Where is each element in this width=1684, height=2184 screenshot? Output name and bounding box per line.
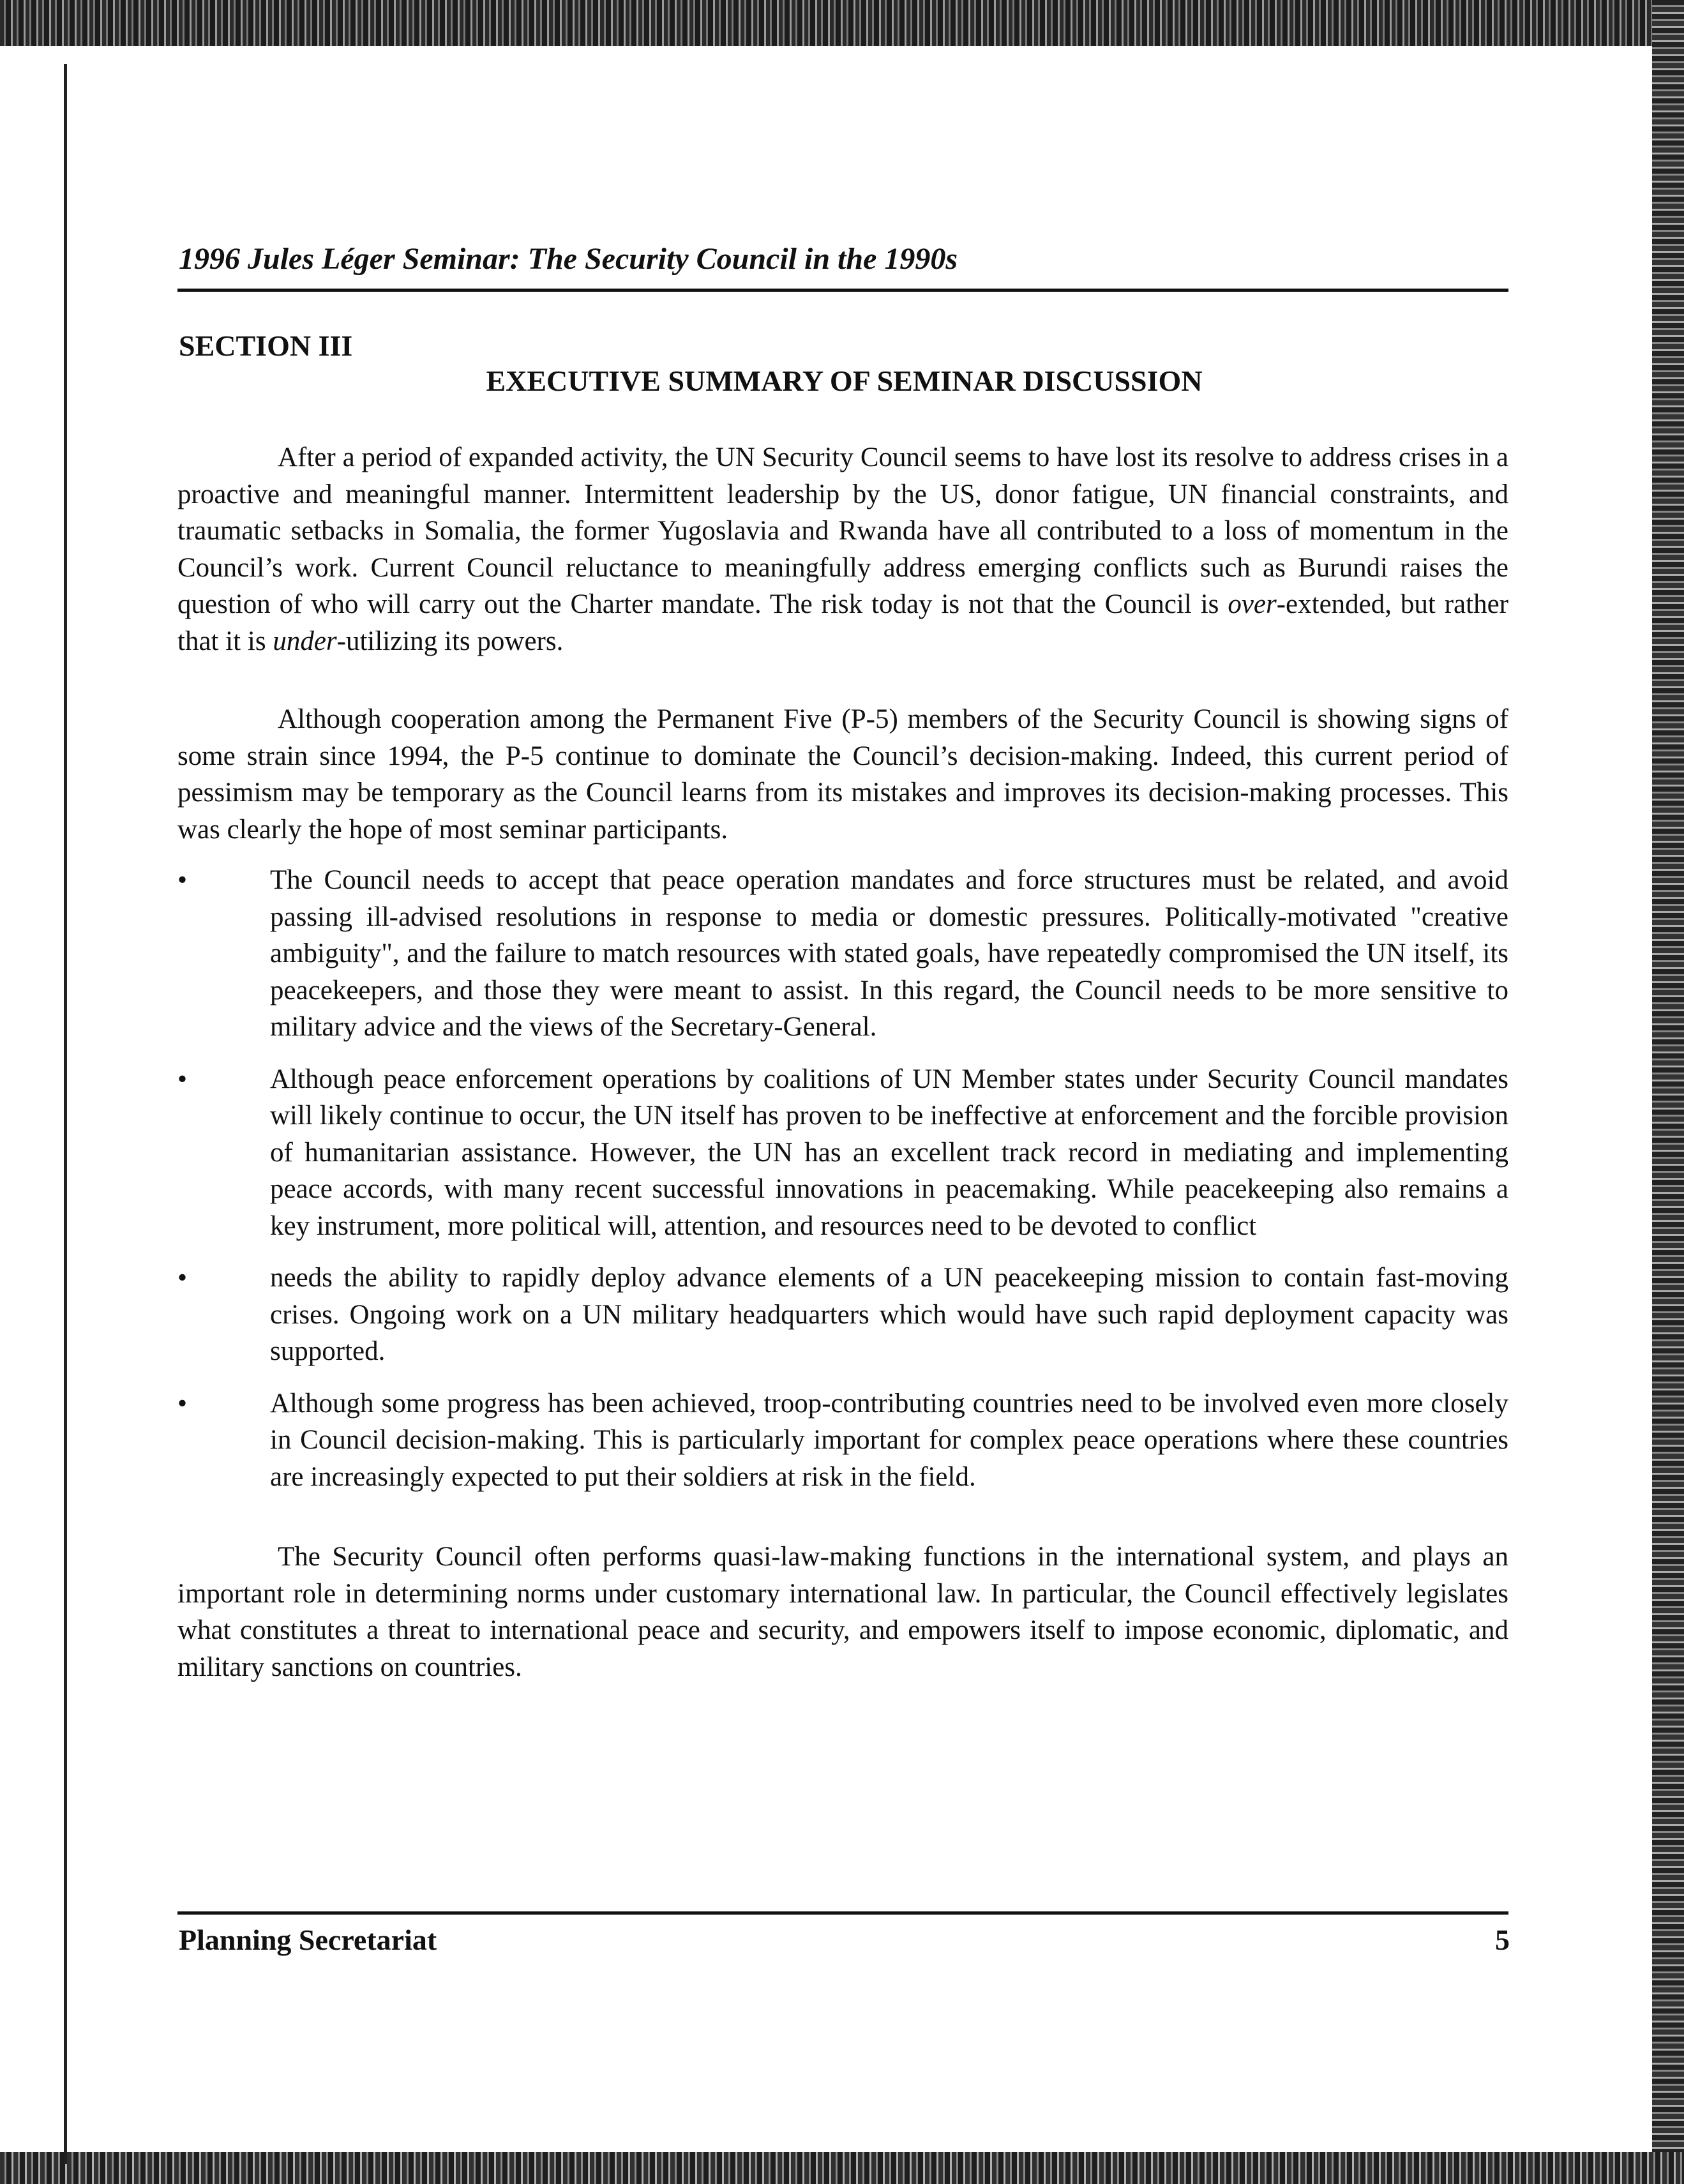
paragraph-1-text-b: -extended, but rather that it is [177,589,1508,656]
bullet-icon: • [177,865,188,895]
running-header-title: 1996 Jules Léger Seminar: The Security Council in the 1990s [179,242,958,276]
paragraph-1 [177,439,1508,659]
scan-border-right [1652,0,1684,2184]
scan-border-bottom [0,2152,1684,2184]
section-title: EXECUTIVE SUMMARY OF SEMINAR DISCUSSION [486,365,1203,397]
bullet-icon: • [177,1388,188,1419]
bullet-item [177,1385,1508,1496]
bullet-text: The Council needs to accept that peace operation mandates and force structures must be related, and avoid passing ill-advised resolutions in response to media or domestic pressures. Politically-motivated "creative ambiguity", and the failure to match resources with stated goals, have repeatedly compromised the UN itself, its peacekeepers, and those they were meant to assist. In this regard, the Council needs to be more sensitive to military advice and the views of the Secretary-General. [270,865,1508,1042]
footer-organization: Planning Secretariat [179,1924,437,1956]
bullet-item [177,1061,1508,1245]
bullet-item [177,1260,1508,1370]
scan-border-top [0,0,1684,46]
paragraph-2: Although cooperation among the Permanent Five (P-5) members of the Security Council is showing signs of some strain since 1994, the P-5 continue to dominate the Council’s decision-making. Indeed, this current period of pessimism may be temporary as the Council learns from its mistakes and improves its decision-making processes. This was clearly the hope of most seminar participants. [177,704,1508,845]
section-label: SECTION III [179,329,353,362]
bullet-list [177,862,1508,1495]
page-number: 5 [1495,1924,1510,1956]
paragraph-1-text-c: -utilizing its powers. [336,626,564,656]
document-body [177,439,1508,1685]
bullet-icon: • [177,1263,188,1293]
bullet-icon: • [177,1064,188,1094]
bullet-text: Although peace enforcement operations by coalitions of UN Member states under Security Council mandates will likely continue to occur, the UN itself has proven to be ineffective at enforcement and the forcible provision of humanitarian assistance. However, the UN has an excellent track record in mediating and implementing peace accords, with many recent successful innovations in peacemaking. While peacekeeping also remains a key instrument, more political will, attention, and resources need to be devoted to conflict [270,1064,1508,1241]
paragraph-1-text-a: After a period of expanded activity, the UN Security Council seems to have lost its resolve to address crises in a proactive and meaningful manner. Intermittent leadership by the US, donor fatigue, UN financial constraints, and traumatic setbacks in Somalia, the former Yugoslavia and Rwanda have all contributed to a loss of momentum in the Council’s work. Current Council reluctance to meaningfully address emerging conflicts such as Burundi raises the question of who will carry out the Charter mandate. The risk today is not that the Council is [177,442,1508,619]
bullet-text: needs the ability to rapidly deploy advance elements of a UN peacekeeping mission to contain fast-moving crises. Ongoing work on a UN military headquarters which would have such rapid deployment capacity was supported. [270,1263,1508,1366]
bullet-text: Although some progress has been achieved, troop-contributing countries need to be involved even more closely in Council decision-making. This is particularly important for complex peace operations where these countries are increasingly expected to put their soldiers at risk in the field. [270,1388,1508,1492]
footer-rule [177,1911,1508,1915]
paragraph-1-emphasis-over: over [1228,589,1277,619]
header-rule [177,289,1508,292]
bullet-item [177,862,1508,1046]
scan-margin-line [64,64,67,2164]
paragraph-1-emphasis-under: under [273,626,337,656]
paragraph-3: The Security Council often performs quasi-law-making functions in the international system, and plays an important role in determining norms under customary international law. In particular, the Council effectively legislates what constitutes a threat to international peace and security, and empowers itself to impose economic, diplomatic, and military sanctions on countries. [177,1542,1508,1682]
